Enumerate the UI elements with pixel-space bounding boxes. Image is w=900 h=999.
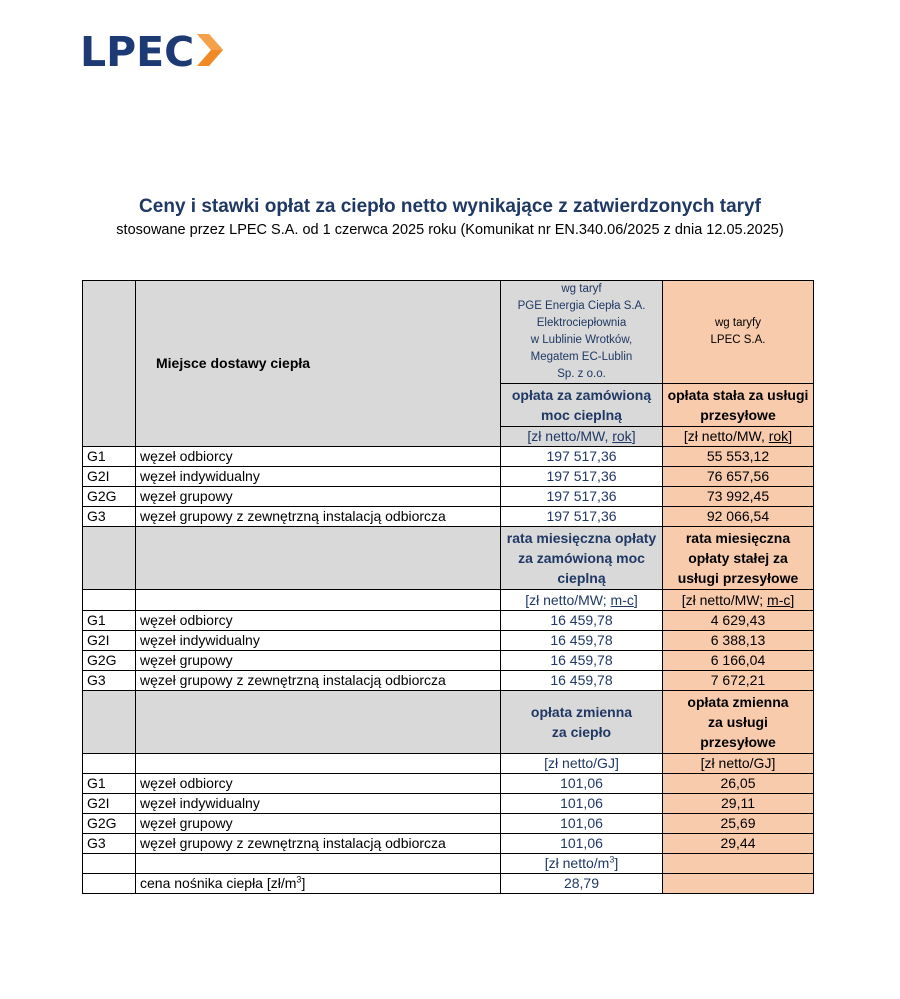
row-desc: węzeł odbiorcy: [136, 447, 501, 467]
row-value-2: 55 553,12: [663, 447, 814, 467]
s3-unit-code-cell: [83, 754, 136, 774]
row-value-1: 101,06: [501, 834, 663, 854]
row-value-1: 197 517,36: [501, 507, 663, 527]
table-row: [83, 834, 814, 854]
s2-col4-unit: [zł netto/MW; m-c]: [663, 590, 814, 611]
row-value-2: 25,69: [663, 814, 814, 834]
row-value-1: 16 459,78: [501, 611, 663, 631]
row-value-1: 197 517,36: [501, 447, 663, 467]
chevron-right-icon: [195, 32, 225, 73]
s3-col4-unit: [zł netto/GJ]: [663, 754, 814, 774]
row-code: G1: [83, 611, 136, 631]
row-value-1: 16 459,78: [501, 631, 663, 651]
row-code: G1: [83, 447, 136, 467]
row-code: G3: [83, 507, 136, 527]
row-value-2: 6 388,13: [663, 631, 814, 651]
table-row: [83, 774, 814, 794]
row-code: G2I: [83, 794, 136, 814]
col3-source: wg taryf PGE Energia Ciepła S.A. Elektrociepłownia w Lublinie Wrotków, Megatem EC-Lublin Sp. z o.o.: [501, 281, 663, 384]
row-value-2: 76 657,56: [663, 467, 814, 487]
s2-col4-header: rata miesięczna opłaty stałej za usługi przesyłowe: [663, 527, 814, 590]
carrier-unit: [zł netto/$m^3$]: [501, 854, 663, 874]
carrier-value-peach-cell: [663, 874, 814, 894]
col4-source: wg taryfy LPEC S.A.: [663, 281, 814, 384]
table-row: [83, 874, 814, 894]
carrier-code-cell: [83, 874, 136, 894]
row-value-2: 7 672,21: [663, 671, 814, 691]
s3-header-code-cell: [83, 691, 136, 754]
row-value-2: 6 166,04: [663, 651, 814, 671]
page-subtitle: stosowane przez LPEC S.A. od 1 czerwca 2025 roku (Komunikat nr EN.340.06/2025 z dnia 12.05.2025): [116, 222, 784, 238]
table-row: [83, 507, 814, 527]
row-value-1: 16 459,78: [501, 671, 663, 691]
table-row: [83, 447, 814, 467]
s2-unit-code-cell: [83, 590, 136, 611]
table-row: [83, 611, 814, 631]
carrier-label: cena nośnika ciepła $[zł/m^3]$: [136, 874, 501, 894]
row-desc: węzeł odbiorcy: [136, 611, 501, 631]
s3-col4-header: opłata zmienna za usługi przesyłowe: [663, 691, 814, 754]
row-value-1: 197 517,36: [501, 467, 663, 487]
page-title: Ceny i stawki opłat za ciepło netto wynikające z zatwierdzonych taryf: [139, 196, 761, 217]
s1-col3-header: opłata za zamówioną moc cieplną: [501, 384, 663, 427]
s3-col3-header: opłata zmienna za ciepło: [501, 691, 663, 754]
row-value-1: 101,06: [501, 814, 663, 834]
table-row: [83, 487, 814, 507]
row-desc: węzeł indywidualny: [136, 467, 501, 487]
tariff-table: [82, 280, 814, 894]
row-code: G2G: [83, 487, 136, 507]
table-row: [83, 671, 814, 691]
carrier-unit-code-cell: [83, 854, 136, 874]
row-code: G2G: [83, 814, 136, 834]
row-code: G3: [83, 834, 136, 854]
logo-text: LPEC: [80, 28, 195, 76]
s1-col4-header: opłata stała za usługi przesyłowe: [663, 384, 814, 427]
row-value-2: 29,11: [663, 794, 814, 814]
row-desc: węzeł grupowy: [136, 814, 501, 834]
row-desc: węzeł odbiorcy: [136, 774, 501, 794]
s2-header-code-cell: [83, 527, 136, 590]
row-value-1: 197 517,36: [501, 487, 663, 507]
s2-col3-header: rata miesięczna opłaty za zamówioną moc cieplną: [501, 527, 663, 590]
lpec-logo: [80, 28, 225, 76]
row-desc: węzeł indywidualny: [136, 631, 501, 651]
row-code: G2I: [83, 467, 136, 487]
table-row: [83, 651, 814, 671]
row-value-2: 73 992,45: [663, 487, 814, 507]
row-code: G2G: [83, 651, 136, 671]
s3-unit-desc-cell: [136, 754, 501, 774]
row-value-1: 101,06: [501, 794, 663, 814]
row-value-2: 29,44: [663, 834, 814, 854]
table-row: [83, 814, 814, 834]
s1-col3-unit: [zł netto/MW, rok]: [501, 427, 663, 447]
place-header: Miejsce dostawy ciepła: [136, 281, 501, 447]
table-row: [83, 631, 814, 651]
table-row: [83, 794, 814, 814]
s2-header-desc-cell: [136, 527, 501, 590]
table-row: [83, 467, 814, 487]
row-code: G2I: [83, 631, 136, 651]
s2-col3-unit: [zł netto/MW; m-c]: [501, 590, 663, 611]
s2-unit-desc-cell: [136, 590, 501, 611]
row-value-2: 26,05: [663, 774, 814, 794]
row-value-2: 92 066,54: [663, 507, 814, 527]
row-desc: węzeł indywidualny: [136, 794, 501, 814]
s3-header-desc-cell: [136, 691, 501, 754]
header-code-cell: [83, 281, 136, 447]
row-desc: węzeł grupowy z zewnętrzną instalacją odbiorcza: [136, 834, 501, 854]
row-desc: węzeł grupowy z zewnętrzną instalacją odbiorcza: [136, 507, 501, 527]
row-code: G3: [83, 671, 136, 691]
carrier-unit-peach-cell: [663, 854, 814, 874]
s1-col4-unit: [zł netto/MW, rok]: [663, 427, 814, 447]
row-desc: węzeł grupowy z zewnętrzną instalacją odbiorcza: [136, 671, 501, 691]
row-desc: węzeł grupowy: [136, 487, 501, 507]
row-value-1: 101,06: [501, 774, 663, 794]
carrier-unit-desc-cell: [136, 854, 501, 874]
row-code: G1: [83, 774, 136, 794]
row-value-2: 4 629,43: [663, 611, 814, 631]
s3-col3-unit: [zł netto/GJ]: [501, 754, 663, 774]
row-value-1: 16 459,78: [501, 651, 663, 671]
carrier-value: 28,79: [501, 874, 663, 894]
row-desc: węzeł grupowy: [136, 651, 501, 671]
